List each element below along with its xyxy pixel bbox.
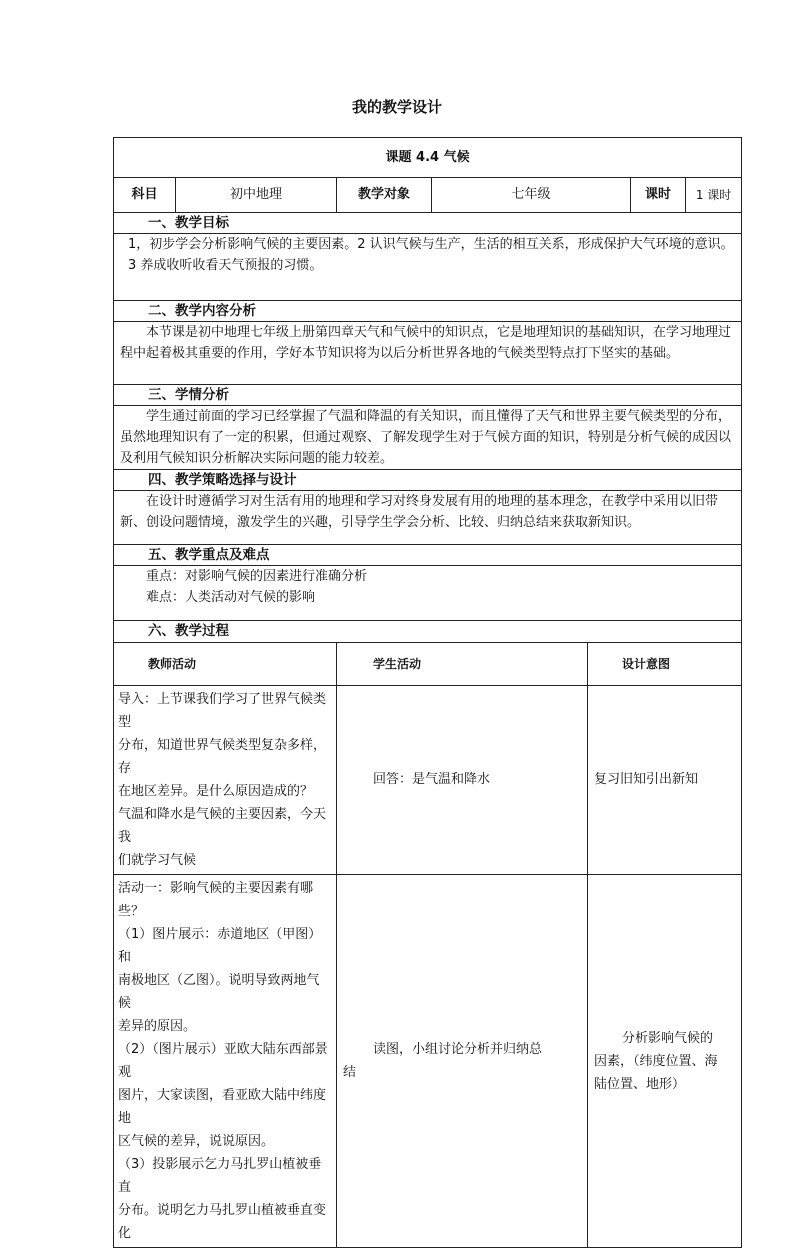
goals-body (120, 234, 735, 276)
content-heading: 二、教学内容分析 (114, 301, 741, 322)
activity1-teacher-line: 活动一：影响气候的主要因素有哪些？ (118, 881, 314, 919)
process-heading-row (114, 621, 742, 643)
target-label: 教学对象 (337, 178, 432, 213)
col-student: 学生活动 (337, 643, 588, 686)
goals-heading: 一、教学目标 (114, 213, 741, 234)
activity1-student (337, 875, 588, 1248)
content-text: 本节课是初中地理七年级上册第四章天气和气候中的知识点，它是地理知识的基础知识，在学习地理过程中起着极其重要的作用，学好本节知识将为以后分析世界各地的气候类型特点打下坚实的基础。 (120, 325, 732, 361)
strategy-heading: 四、教学策略选择与设计 (114, 470, 741, 491)
activity1-student-line: 读图，小组讨论分析并归纳总 (373, 1042, 543, 1057)
document-title: 我的教学设计 (351, 98, 442, 116)
learners-body (120, 406, 735, 469)
col-intent: 设计意图 (588, 643, 742, 686)
process-row-intro (114, 686, 742, 875)
learners-heading: 三、学情分析 (114, 385, 741, 406)
keypoints-row (114, 545, 742, 621)
strategy-row (114, 470, 742, 545)
topic-row (114, 138, 742, 178)
subject-value: 初中地理 (176, 178, 337, 213)
activity1-teacher-line: 图片，大家读图，看亚欧大陆中纬度地 (118, 1088, 327, 1126)
activity1-intent-line: 分析影响气候的 (622, 1030, 714, 1046)
subject-label: 科目 (114, 178, 176, 213)
intro-teacher-line: 们就学习气候 (118, 853, 197, 868)
keypoints-heading: 五、教学重点及难点 (114, 545, 741, 566)
activity1-teacher-line: 南极地区（乙图）。说明导致两地气候 (118, 973, 320, 1011)
activity1-teacher (114, 875, 337, 1248)
activity1-teacher-line: （1）图片展示：赤道地区（甲图）和 (118, 927, 322, 965)
activity1-teacher-line: （3）投影展示乞力马扎罗山植被垂直 (118, 1157, 322, 1195)
activity1-intent-line: 陆位置、地形） (594, 1076, 686, 1092)
learners-text: 学生通过前面的学习已经掌握了气温和降温的有关知识，而且懂得了天气和世界主要气候类型的分布，虽然地理知识有了一定的积累，但通过观察、了解发现学生对于气候方面的知识，特别是分析气候的成因以及利用气候知识分析解决实际问题的能力较差。 (120, 409, 732, 466)
intro-teacher (114, 686, 337, 875)
period-label: 课时 (631, 178, 686, 213)
activity1-teacher-line: 差异的原因。 (118, 1019, 197, 1034)
strategy-text: 在设计时遵循学习对生活有用的地理和学习对终身发展有用的地理的基本理念，在教学中采用以旧带新、创设问题情境，激发学生的兴趣，引导学生学会分析、比较、归纳总结来获取新知识。 (120, 494, 719, 530)
intro-teacher-line: 导入：上节课我们学习了世界气候类型 (118, 692, 327, 730)
activity1-teacher-line: 区气候的差异，说说原因。 (118, 1134, 275, 1149)
intro-student: 回答：是气温和降水 (337, 686, 588, 875)
info-row (114, 178, 742, 213)
activity1-intent (588, 875, 742, 1248)
intro-teacher-line: 分布，知道世界气候类型复杂多样，存 (118, 738, 327, 776)
lesson-topic: 课题 4.4 气候 (114, 138, 742, 178)
activity1-student-line: 结 (343, 1065, 357, 1080)
intro-intent: 复习旧知引出新知 (588, 686, 742, 875)
activity1-teacher-line: 分布。说明乞力马扎罗山植被垂直变化 (118, 1203, 327, 1241)
process-columns-row (114, 643, 742, 686)
col-teacher: 教师活动 (114, 643, 337, 686)
process-heading: 六、教学过程 (148, 623, 229, 639)
goals-row (114, 213, 742, 301)
keypoints-body (120, 566, 735, 608)
activity1-intent-line: 因素，（纬度位置、海 (594, 1053, 718, 1069)
target-value: 七年级 (432, 178, 631, 213)
keypoint-focus: 重点：对影响气候的因素进行准确分析 (146, 569, 368, 584)
period-value: 1 课时 (686, 178, 742, 213)
process-row-activity1 (114, 875, 742, 1248)
content-row (114, 301, 742, 385)
activity1-teacher-line: （2）（图片展示）亚欧大陆东西部景观 (118, 1042, 328, 1080)
strategy-body (120, 491, 735, 533)
keypoint-difficulty: 难点：人类活动对气候的影响 (146, 590, 316, 605)
intro-teacher-line: 在地区差异。是什么原因造成的？ (118, 784, 314, 799)
content-body (120, 322, 735, 364)
intro-teacher-line: 气温和降水是气候的主要因素，今天我 (118, 807, 327, 845)
goals-text: 1，初步学会分析影响气候的主要因素。2 认识气候与生产，生活的相互关系，形成保护大气环境的意识。3 养成收听收看天气预报的习惯。 (128, 237, 734, 273)
learners-row (114, 385, 742, 470)
lesson-plan-table (113, 137, 742, 1248)
